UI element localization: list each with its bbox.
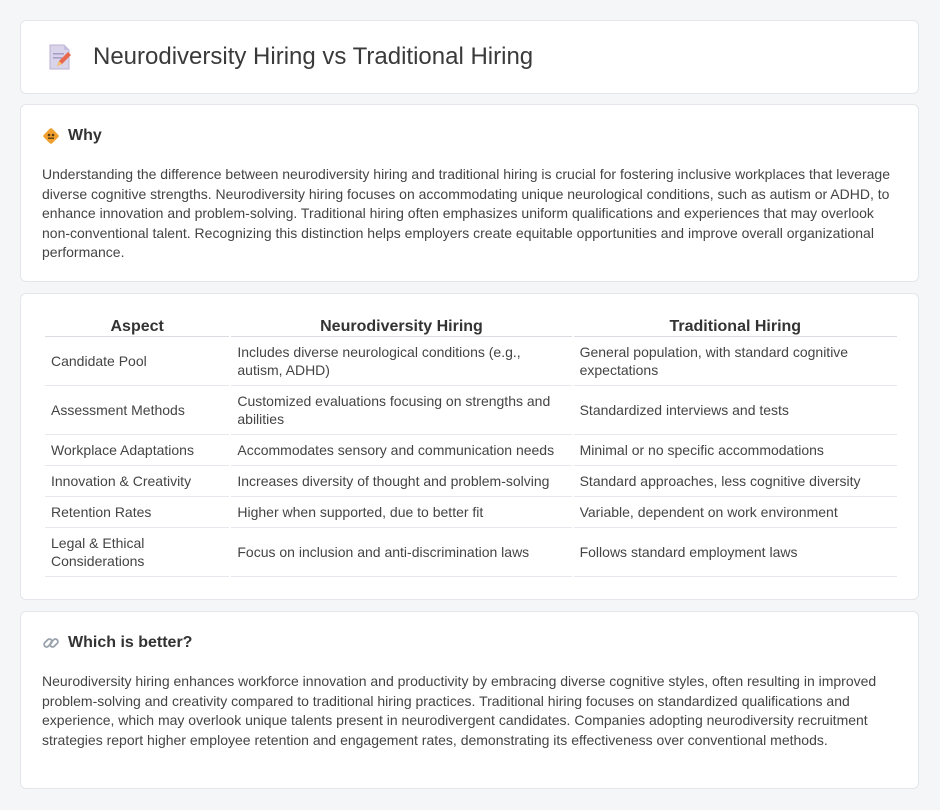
cell-traditional: Follows standard employment laws bbox=[574, 528, 897, 577]
link-icon bbox=[42, 634, 60, 652]
cell-aspect: Workplace Adaptations bbox=[45, 435, 229, 466]
cell-traditional: Standard approaches, less cognitive diversity bbox=[574, 466, 897, 497]
table-row bbox=[45, 386, 897, 435]
diamond-sign-icon bbox=[42, 127, 60, 145]
cell-aspect: Candidate Pool bbox=[45, 337, 229, 386]
cell-traditional: General population, with standard cognitive expectations bbox=[574, 337, 897, 386]
header-traditional: Traditional Hiring bbox=[574, 315, 897, 337]
cell-neuro: Higher when supported, due to better fit bbox=[231, 497, 571, 528]
cell-neuro: Focus on inclusion and anti-discrimination laws bbox=[231, 528, 571, 577]
page-title: Neurodiversity Hiring vs Traditional Hiring bbox=[93, 43, 534, 70]
table-row bbox=[45, 337, 897, 386]
title-row bbox=[47, 43, 533, 71]
cell-traditional: Minimal or no specific accommodations bbox=[574, 435, 897, 466]
cell-aspect: Assessment Methods bbox=[45, 386, 229, 435]
better-heading bbox=[42, 634, 192, 652]
cell-neuro: Accommodates sensory and communication needs bbox=[231, 435, 571, 466]
why-paragraph: Understanding the difference between neurodiversity hiring and traditional hiring is crucial for fostering inclusive workplaces that leverage diverse cognitive strengths. Neurodiversity hiring focuses on accommodating unique neurological conditions, such as autism or ADHD, to enhance innovation and problem-solving. Traditional hiring often emphasizes uniform qualifications and experiences that may overlook non-conventional talent. Recognizing this distinction helps employers create equitable opportunities and improve overall organizational performance. bbox=[42, 166, 890, 260]
better-title: Which is better? bbox=[68, 634, 193, 651]
header-aspect: Aspect bbox=[45, 315, 229, 337]
better-paragraph: Neurodiversity hiring enhances workforce innovation and productivity by embracing diverse cognitive styles, often resulting in improved problem-solving and creativity compared to traditional hiring practices. Traditional hiring focuses on standardized qualifications and experience, which may overlook unique talents present in neurodivergent candidates. Companies adopting neurodiversity recruitment strategies report higher employee retention and engagement rates, demonstrating its effectiveness over conventional methods. bbox=[42, 673, 877, 748]
cell-neuro: Includes diverse neurological conditions (e.g., autism, ADHD) bbox=[231, 337, 571, 386]
table-row bbox=[45, 466, 897, 497]
table-row bbox=[45, 528, 897, 577]
cell-aspect: Legal & Ethical Considerations bbox=[45, 528, 229, 577]
cell-neuro: Increases diversity of thought and problem-solving bbox=[231, 466, 571, 497]
table-row bbox=[45, 497, 897, 528]
cell-traditional: Variable, dependent on work environment bbox=[574, 497, 897, 528]
why-section bbox=[20, 104, 919, 282]
comparison-table bbox=[43, 315, 899, 577]
table-row bbox=[45, 435, 897, 466]
why-title: Why bbox=[68, 127, 102, 144]
cell-traditional: Standardized interviews and tests bbox=[574, 386, 897, 435]
cell-aspect: Innovation & Creativity bbox=[45, 466, 229, 497]
header-neurodiversity: Neurodiversity Hiring bbox=[231, 315, 571, 337]
cell-aspect: Retention Rates bbox=[45, 497, 229, 528]
cell-neuro: Customized evaluations focusing on strengths and abilities bbox=[231, 386, 571, 435]
table-header-row bbox=[45, 315, 897, 337]
header-card bbox=[20, 20, 919, 94]
document-pencil-icon bbox=[47, 43, 73, 71]
why-heading bbox=[42, 127, 102, 145]
which-better-section bbox=[20, 611, 919, 789]
comparison-section bbox=[20, 293, 919, 600]
